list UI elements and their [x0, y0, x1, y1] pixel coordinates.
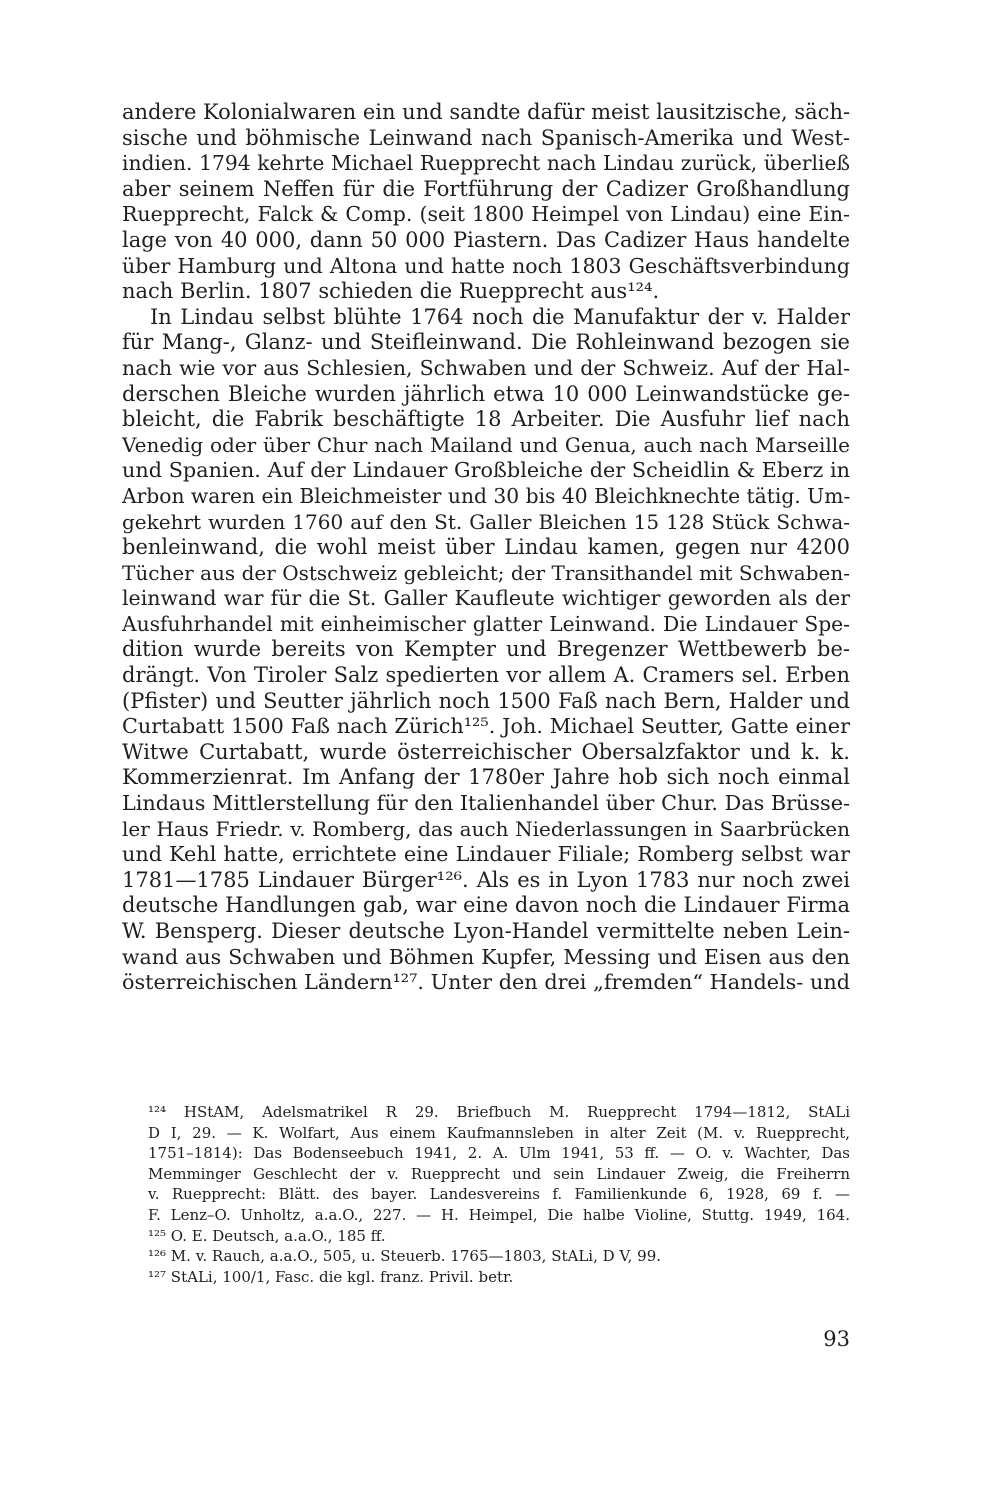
text-line: Ruepprecht, Falck & Comp. (seit 1800 Heimpel von Lindau) eine Ein- [122, 202, 850, 227]
footnote-line: v. Ruepprecht: Blätt. des bayer. Landesvereins f. Familienkunde 6, 1928, 69 f. — [148, 1185, 850, 1204]
footnote-line: ¹²⁶ M. v. Rauch, a.a.O., 505, u. Steuerb. 1765—1803, StALi, D V, 99. [148, 1247, 662, 1266]
text-line: Kommerzienrat. Im Anfang der 1780er Jahre hob sich noch einmal [122, 765, 850, 790]
text-line: (Pfister) und Seutter jährlich noch 1500 Faß nach Bern, Halder und [122, 688, 850, 713]
text-line: aber seinem Neffen für die Fortführung der Cadizer Großhandlung [122, 176, 850, 201]
text-line: Ausfuhrhandel mit einheimischer glatter Leinwand. Die Lindauer Spe- [122, 611, 850, 636]
main-text-block [122, 100, 850, 996]
footnote-line: ¹²⁵ O. E. Deutsch, a.a.O., 185 ff. [148, 1226, 386, 1245]
text-line: Arbon waren ein Bleichmeister und 30 bis 40 Bleichknechte tätig. Um- [122, 483, 851, 508]
text-line: sische und böhmische Leinwand nach Spanisch-Amerika und West- [122, 125, 850, 150]
footnote-line: ¹²⁴ HStAM, Adelsmatrikel R 29. Briefbuch M. Ruepprecht 1794—1812, StALi [148, 1103, 850, 1121]
footnote-line: F. Lenz–O. Unholtz, a.a.O., 227. — H. Heimpel, Die halbe Violine, Stuttg. 1949, 164. [148, 1205, 850, 1224]
text-line: drängt. Von Tiroler Salz spedierten vor allem A. Cramers sel. Erben [122, 663, 850, 688]
text-line: nach Berlin. 1807 schieden die Ruepprecht aus¹²⁴. [122, 279, 660, 304]
text-line: indien. 1794 kehrte Michael Ruepprecht nach Lindau zurück, überließ [122, 151, 850, 176]
text-line: Witwe Curtabatt, wurde österreichischer Obersalzfaktor und k. k. [122, 739, 850, 764]
footnote-line: Memminger Geschlecht der v. Ruepprecht und sein Lindauer Zweig, die Freiherrn [148, 1164, 850, 1183]
footnotes-block [148, 1102, 850, 1287]
text-line: Curtabatt 1500 Faß nach Zürich¹²⁵. Joh. Michael Seutter, Gatte einer [122, 714, 850, 739]
text-line: W. Bensperg. Dieser deutsche Lyon-Handel vermittelte neben Lein- [122, 919, 850, 943]
text-line: nach wie vor aus Schlesien, Schwaben und der Schweiz. Auf der Hal- [122, 355, 850, 380]
text-line: über Hamburg und Altona und hatte noch 1803 Geschäftsverbindung [122, 253, 850, 278]
text-line: In Lindau selbst blühte 1764 noch die Manufaktur der v. Halder [150, 304, 850, 329]
text-line: 1781—1785 Lindauer Bürger¹²⁶. Als es in Lyon 1783 nur noch zwei [122, 867, 850, 892]
text-line: lage von 40 000, dann 50 000 Piastern. Das Cadizer Haus handelte [122, 227, 850, 252]
text-line: ler Haus Friedr. v. Romberg, das auch Niederlassungen in Saarbrücken [122, 816, 850, 841]
text-line: leinwand war für die St. Galler Kaufleute wichtiger geworden als der [122, 586, 850, 611]
text-line: deutsche Handlungen gab, war eine davon noch die Lindauer Firma [122, 893, 850, 918]
text-line: Venedig oder über Chur nach Mailand und Genua, auch nach Marseille [122, 432, 850, 457]
text-line: Lindaus Mittlerstellung für den Italienhandel über Chur. Das Brüsse- [122, 791, 850, 816]
text-line: und Kehl hatte, errichtete eine Lindauer Filiale; Romberg selbst war [122, 842, 850, 867]
footnote-line: D I, 29. — K. Wolfart, Aus einem Kaufmannsleben in alter Zeit (M. v. Ruepprecht, [148, 1123, 850, 1142]
text-line: andere Kolonialwaren ein und sandte dafür meist lausitzische, säch- [122, 100, 851, 124]
text-line: dition wurde bereits von Kempter und Bregenzer Wettbewerb be- [122, 637, 850, 662]
text-line: wand aus Schwaben und Böhmen Kupfer, Messing und Eisen aus den [122, 944, 850, 969]
footnote-line: 1751–1814): Das Bodenseebuch 1941, 2. A. Ulm 1941, 53 ff. — O. v. Wachter, Das [148, 1144, 850, 1163]
footnote-line: ¹²⁷ StALi, 100/1, Fasc. die kgl. franz. Privil. betr. [148, 1267, 514, 1286]
text-line: bleicht, die Fabrik beschäftigte 18 Arbeiter. Die Ausfuhr lief nach [122, 407, 850, 432]
page-number: 93 [823, 1327, 850, 1351]
text-line: Tücher aus der Ostschweiz gebleicht; der Transithandel mit Schwaben- [122, 560, 850, 585]
text-line: derschen Bleiche wurden jährlich etwa 10 000 Leinwandstücke ge- [122, 381, 850, 406]
text-line: benleinwand, die wohl meist über Lindau kamen, gegen nur 4200 [122, 535, 850, 560]
text-line: für Mang-, Glanz- und Steifleinwand. Die Rohleinwand bezogen sie [122, 330, 850, 355]
text-line: und Spanien. Auf der Lindauer Großbleiche der Scheidlin & Eberz in [122, 458, 850, 483]
text-line: österreichischen Ländern¹²⁷. Unter den drei „fremden“ Handels- und [122, 970, 850, 995]
text-line: gekehrt wurden 1760 auf den St. Galler Bleichen 15 128 Stück Schwa- [122, 509, 850, 534]
